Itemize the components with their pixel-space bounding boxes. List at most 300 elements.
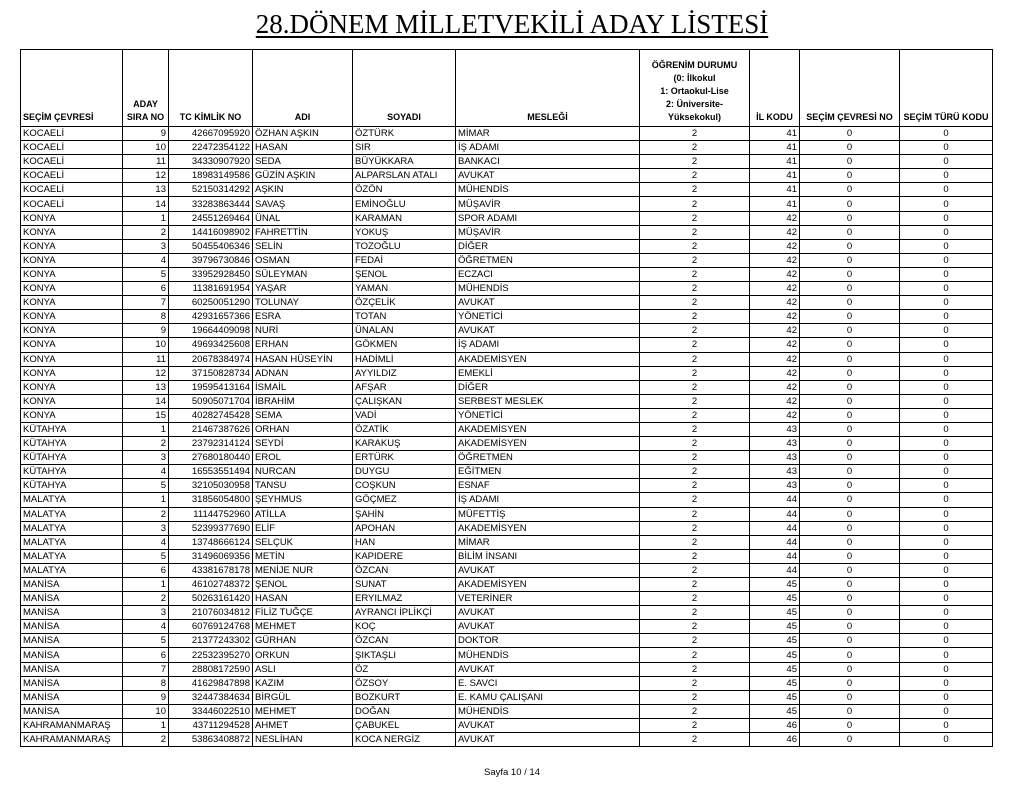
cell-adi: HASAN HÜSEYİN	[253, 352, 353, 366]
table-row	[21, 437, 993, 451]
cell-il-kodu: 45	[750, 578, 800, 592]
table-row	[21, 169, 993, 183]
cell-ogrenim-durumu: 2	[640, 535, 750, 549]
cell-soyadi: TOTAN	[353, 310, 456, 324]
cell-tc-kimlik-no: 16553551494	[169, 465, 253, 479]
cell-ogrenim-durumu: 2	[640, 253, 750, 267]
cell-il-kodu: 45	[750, 634, 800, 648]
cell-adi: HASAN	[253, 592, 353, 606]
cell-meslegi: AVUKAT	[456, 324, 640, 338]
cell-meslegi: MÜHENDİS	[456, 648, 640, 662]
cell-meslegi: MÜHENDİS	[456, 183, 640, 197]
col-header-aday-sira-no	[123, 50, 169, 127]
cell-meslegi: AVUKAT	[456, 662, 640, 676]
cell-secim-cevresi-no: 0	[800, 422, 900, 436]
table-row	[21, 606, 993, 620]
cell-tc-kimlik-no: 22532395270	[169, 648, 253, 662]
cell-meslegi: MÜHENDİS	[456, 704, 640, 718]
cell-secim-cevresi-no: 0	[800, 451, 900, 465]
cell-il-kodu: 44	[750, 563, 800, 577]
cell-meslegi: VETERİNER	[456, 592, 640, 606]
cell-soyadi: ALPARSLAN ATALI	[353, 169, 456, 183]
cell-ogrenim-durumu: 2	[640, 549, 750, 563]
cell-tc-kimlik-no: 13748666124	[169, 535, 253, 549]
table-row	[21, 592, 993, 606]
cell-meslegi: ESNAF	[456, 479, 640, 493]
cell-aday-sira-no: 3	[123, 606, 169, 620]
table-row	[21, 366, 993, 380]
cell-aday-sira-no: 12	[123, 366, 169, 380]
cell-secim-turu-kodu: 0	[900, 352, 993, 366]
cell-soyadi: ÖZCAN	[353, 563, 456, 577]
cell-secim-cevresi: KONYA	[21, 366, 123, 380]
cell-meslegi: AKADEMİSYEN	[456, 521, 640, 535]
cell-aday-sira-no: 5	[123, 549, 169, 563]
cell-soyadi: AFŞAR	[353, 380, 456, 394]
cell-secim-cevresi: KONYA	[21, 225, 123, 239]
cell-adi: ASLI	[253, 662, 353, 676]
cell-il-kodu: 42	[750, 366, 800, 380]
cell-aday-sira-no: 10	[123, 338, 169, 352]
cell-adi: EROL	[253, 451, 353, 465]
col-header-secim-cevresi-no: SEÇİM ÇEVRESİ NO	[800, 50, 900, 127]
cell-ogrenim-durumu: 2	[640, 296, 750, 310]
cell-adi: MEHMET	[253, 620, 353, 634]
cell-soyadi: DOĞAN	[353, 704, 456, 718]
cell-adi: FAHRETTİN	[253, 225, 353, 239]
cell-tc-kimlik-no: 39796730846	[169, 253, 253, 267]
table-row	[21, 676, 993, 690]
cell-adi: NURİ	[253, 324, 353, 338]
cell-secim-cevresi-no: 0	[800, 253, 900, 267]
cell-secim-turu-kodu: 0	[900, 422, 993, 436]
cell-secim-cevresi: KONYA	[21, 408, 123, 422]
cell-meslegi: EMEKLİ	[456, 366, 640, 380]
cell-secim-turu-kodu: 0	[900, 465, 993, 479]
cell-il-kodu: 41	[750, 197, 800, 211]
cell-meslegi: DİĞER	[456, 380, 640, 394]
cell-tc-kimlik-no: 34330907920	[169, 155, 253, 169]
cell-secim-turu-kodu: 0	[900, 155, 993, 169]
cell-soyadi: KARAMAN	[353, 211, 456, 225]
cell-meslegi: MÜŞAVİR	[456, 225, 640, 239]
table-row	[21, 239, 993, 253]
cell-adi: SÜLEYMAN	[253, 267, 353, 281]
cell-soyadi: TOZOĞLU	[353, 239, 456, 253]
cell-il-kodu: 45	[750, 704, 800, 718]
table-row	[21, 507, 993, 521]
cell-il-kodu: 42	[750, 296, 800, 310]
cell-secim-turu-kodu: 0	[900, 211, 993, 225]
cell-tc-kimlik-no: 11381691954	[169, 282, 253, 296]
cell-tc-kimlik-no: 23792314124	[169, 437, 253, 451]
cell-meslegi: AKADEMİSYEN	[456, 352, 640, 366]
cell-secim-cevresi-no: 0	[800, 465, 900, 479]
cell-tc-kimlik-no: 33446022510	[169, 704, 253, 718]
table-row	[21, 352, 993, 366]
table-row	[21, 394, 993, 408]
cell-soyadi: ERYILMAZ	[353, 592, 456, 606]
cell-secim-cevresi-no: 0	[800, 394, 900, 408]
table-row	[21, 493, 993, 507]
cell-tc-kimlik-no: 27680180440	[169, 451, 253, 465]
cell-adi: BİRGÜL	[253, 690, 353, 704]
cell-secim-cevresi-no: 0	[800, 507, 900, 521]
cell-secim-turu-kodu: 0	[900, 310, 993, 324]
cell-ogrenim-durumu: 2	[640, 437, 750, 451]
cell-secim-turu-kodu: 0	[900, 338, 993, 352]
cell-tc-kimlik-no: 43381678178	[169, 563, 253, 577]
cell-soyadi: GÖÇMEZ	[353, 493, 456, 507]
cell-aday-sira-no: 10	[123, 141, 169, 155]
cell-tc-kimlik-no: 31856054800	[169, 493, 253, 507]
cell-secim-cevresi-no: 0	[800, 225, 900, 239]
cell-meslegi: MÜŞAVİR	[456, 197, 640, 211]
cell-ogrenim-durumu: 2	[640, 718, 750, 732]
table-row	[21, 704, 993, 718]
cell-tc-kimlik-no: 50455406346	[169, 239, 253, 253]
cell-secim-cevresi-no: 0	[800, 141, 900, 155]
cell-soyadi: ÖZSOY	[353, 676, 456, 690]
cell-secim-cevresi: MALATYA	[21, 521, 123, 535]
cell-secim-cevresi-no: 0	[800, 704, 900, 718]
cell-adi: OSMAN	[253, 253, 353, 267]
cell-meslegi: ÖĞRETMEN	[456, 451, 640, 465]
cell-adi: TOLUNAY	[253, 296, 353, 310]
cell-meslegi: MİMAR	[456, 535, 640, 549]
cell-il-kodu: 43	[750, 437, 800, 451]
cell-secim-turu-kodu: 0	[900, 592, 993, 606]
cell-adi: KAZIM	[253, 676, 353, 690]
cell-meslegi: DİĞER	[456, 239, 640, 253]
table-row	[21, 422, 993, 436]
cell-secim-cevresi: MALATYA	[21, 507, 123, 521]
table-row	[21, 451, 993, 465]
cell-secim-turu-kodu: 0	[900, 366, 993, 380]
cell-secim-cevresi-no: 0	[800, 563, 900, 577]
cell-tc-kimlik-no: 52150314292	[169, 183, 253, 197]
cell-soyadi: YAMAN	[353, 282, 456, 296]
cell-secim-cevresi: KONYA	[21, 239, 123, 253]
cell-secim-cevresi: KONYA	[21, 352, 123, 366]
cell-tc-kimlik-no: 40282745428	[169, 408, 253, 422]
cell-il-kodu: 43	[750, 465, 800, 479]
cell-adi: YAŞAR	[253, 282, 353, 296]
cell-ogrenim-durumu: 2	[640, 338, 750, 352]
table-row	[21, 380, 993, 394]
cell-secim-turu-kodu: 0	[900, 690, 993, 704]
cell-adi: ŞEYHMUS	[253, 493, 353, 507]
cell-ogrenim-durumu: 2	[640, 282, 750, 296]
cell-tc-kimlik-no: 28808172590	[169, 662, 253, 676]
cell-secim-turu-kodu: 0	[900, 648, 993, 662]
cell-meslegi: AVUKAT	[456, 296, 640, 310]
cell-secim-cevresi: MALATYA	[21, 563, 123, 577]
table-row	[21, 183, 993, 197]
page-number: Sayfa 10 / 14	[484, 767, 540, 778]
cell-soyadi: YOKUŞ	[353, 225, 456, 239]
cell-adi: MEHMET	[253, 704, 353, 718]
cell-secim-cevresi-no: 0	[800, 493, 900, 507]
cell-ogrenim-durumu: 2	[640, 352, 750, 366]
cell-il-kodu: 46	[750, 718, 800, 732]
cell-soyadi: ERTÜRK	[353, 451, 456, 465]
cell-secim-cevresi: MALATYA	[21, 549, 123, 563]
cell-ogrenim-durumu: 2	[640, 267, 750, 281]
cell-secim-cevresi: KONYA	[21, 394, 123, 408]
cell-aday-sira-no: 2	[123, 592, 169, 606]
cell-adi: ESRA	[253, 310, 353, 324]
table-row	[21, 535, 993, 549]
cell-il-kodu: 41	[750, 127, 800, 141]
cell-tc-kimlik-no: 50905071704	[169, 394, 253, 408]
cell-adi: HASAN	[253, 141, 353, 155]
cell-soyadi: SUNAT	[353, 578, 456, 592]
cell-il-kodu: 44	[750, 535, 800, 549]
cell-soyadi: ÖZ	[353, 662, 456, 676]
cell-tc-kimlik-no: 42931657366	[169, 310, 253, 324]
cell-adi: METİN	[253, 549, 353, 563]
cell-tc-kimlik-no: 18983149586	[169, 169, 253, 183]
cell-secim-cevresi-no: 0	[800, 634, 900, 648]
cell-il-kodu: 43	[750, 451, 800, 465]
cell-tc-kimlik-no: 21467387626	[169, 422, 253, 436]
cell-secim-cevresi: KONYA	[21, 338, 123, 352]
cell-ogrenim-durumu: 2	[640, 380, 750, 394]
table-row	[21, 408, 993, 422]
cell-secim-turu-kodu: 0	[900, 197, 993, 211]
cell-soyadi: KAPIDERE	[353, 549, 456, 563]
cell-ogrenim-durumu: 2	[640, 676, 750, 690]
table-row	[21, 324, 993, 338]
cell-meslegi: DOKTOR	[456, 634, 640, 648]
cell-secim-cevresi-no: 0	[800, 718, 900, 732]
cell-soyadi: ŞIKTAŞLI	[353, 648, 456, 662]
cell-aday-sira-no: 12	[123, 169, 169, 183]
cell-il-kodu: 43	[750, 479, 800, 493]
cell-aday-sira-no: 2	[123, 225, 169, 239]
cell-tc-kimlik-no: 60769124768	[169, 620, 253, 634]
cell-ogrenim-durumu: 2	[640, 183, 750, 197]
cell-soyadi: ÖZATİK	[353, 422, 456, 436]
cell-secim-cevresi: KAHRAMANMARAŞ	[21, 733, 123, 747]
cell-secim-cevresi-no: 0	[800, 592, 900, 606]
col-header-meslegi: MESLEĞİ	[456, 50, 640, 127]
cell-secim-cevresi: KÜTAHYA	[21, 465, 123, 479]
cell-adi: ORHAN	[253, 422, 353, 436]
cell-aday-sira-no: 4	[123, 253, 169, 267]
cell-aday-sira-no: 15	[123, 408, 169, 422]
table-row	[21, 718, 993, 732]
cell-ogrenim-durumu: 2	[640, 563, 750, 577]
cell-aday-sira-no: 8	[123, 310, 169, 324]
cell-soyadi: ÖZCAN	[353, 634, 456, 648]
table-body	[21, 127, 993, 747]
cell-secim-cevresi: MANİSA	[21, 648, 123, 662]
cell-adi: İSMAİL	[253, 380, 353, 394]
cell-soyadi: BÜYÜKKARA	[353, 155, 456, 169]
cell-secim-turu-kodu: 0	[900, 253, 993, 267]
cell-meslegi: SPOR ADAMI	[456, 211, 640, 225]
cell-secim-cevresi-no: 0	[800, 733, 900, 747]
cell-adi: GÜRHAN	[253, 634, 353, 648]
cell-secim-turu-kodu: 0	[900, 620, 993, 634]
cell-ogrenim-durumu: 2	[640, 634, 750, 648]
cell-il-kodu: 44	[750, 493, 800, 507]
cell-adi: SEMA	[253, 408, 353, 422]
cell-aday-sira-no: 14	[123, 197, 169, 211]
cell-secim-turu-kodu: 0	[900, 733, 993, 747]
cell-tc-kimlik-no: 33952928450	[169, 267, 253, 281]
cell-il-kodu: 45	[750, 690, 800, 704]
cell-tc-kimlik-no: 32105030958	[169, 479, 253, 493]
cell-ogrenim-durumu: 2	[640, 239, 750, 253]
cell-secim-cevresi: MANİSA	[21, 606, 123, 620]
ogrenim-header-line-4: 2: Üniversite-	[665, 99, 724, 109]
cell-meslegi: ECZACI	[456, 267, 640, 281]
cell-soyadi: HAN	[353, 535, 456, 549]
cell-ogrenim-durumu: 2	[640, 465, 750, 479]
cell-il-kodu: 41	[750, 169, 800, 183]
cell-il-kodu: 44	[750, 549, 800, 563]
cell-meslegi: BANKACI	[456, 155, 640, 169]
cell-secim-turu-kodu: 0	[900, 662, 993, 676]
cell-adi: ELİF	[253, 521, 353, 535]
cell-il-kodu: 42	[750, 282, 800, 296]
cell-aday-sira-no: 1	[123, 718, 169, 732]
cell-secim-turu-kodu: 0	[900, 183, 993, 197]
cell-ogrenim-durumu: 2	[640, 422, 750, 436]
cell-secim-cevresi-no: 0	[800, 282, 900, 296]
cell-meslegi: İŞ ADAMI	[456, 493, 640, 507]
cell-soyadi: ÜNALAN	[353, 324, 456, 338]
cell-il-kodu: 44	[750, 507, 800, 521]
col-header-soyadi: SOYADI	[353, 50, 456, 127]
cell-tc-kimlik-no: 53863408872	[169, 733, 253, 747]
cell-secim-cevresi-no: 0	[800, 324, 900, 338]
cell-soyadi: KOCA NERGİZ	[353, 733, 456, 747]
cell-secim-turu-kodu: 0	[900, 282, 993, 296]
table-row	[21, 620, 993, 634]
cell-secim-cevresi-no: 0	[800, 267, 900, 281]
cell-secim-turu-kodu: 0	[900, 704, 993, 718]
cell-tc-kimlik-no: 21076034812	[169, 606, 253, 620]
cell-aday-sira-no: 8	[123, 676, 169, 690]
cell-secim-turu-kodu: 0	[900, 718, 993, 732]
cell-tc-kimlik-no: 20678384974	[169, 352, 253, 366]
cell-meslegi: İŞ ADAMI	[456, 338, 640, 352]
cell-ogrenim-durumu: 2	[640, 141, 750, 155]
cell-secim-cevresi-no: 0	[800, 578, 900, 592]
candidate-table	[20, 49, 993, 747]
ogrenim-header-line-1: ÖĞRENİM DURUMU	[651, 60, 738, 70]
cell-secim-turu-kodu: 0	[900, 549, 993, 563]
cell-ogrenim-durumu: 2	[640, 366, 750, 380]
cell-tc-kimlik-no: 19664409098	[169, 324, 253, 338]
cell-secim-cevresi-no: 0	[800, 690, 900, 704]
cell-meslegi: BİLİM İNSANI	[456, 549, 640, 563]
table-row	[21, 211, 993, 225]
cell-soyadi: ÖZÖN	[353, 183, 456, 197]
cell-secim-cevresi: KÜTAHYA	[21, 437, 123, 451]
cell-meslegi: SERBEST MESLEK	[456, 394, 640, 408]
table-row	[21, 549, 993, 563]
cell-tc-kimlik-no: 52399377690	[169, 521, 253, 535]
cell-adi: ŞENOL	[253, 578, 353, 592]
cell-adi: SEYDİ	[253, 437, 353, 451]
table-row	[21, 225, 993, 239]
cell-meslegi: AKADEMİSYEN	[456, 422, 640, 436]
cell-secim-cevresi-no: 0	[800, 338, 900, 352]
table-row	[21, 296, 993, 310]
cell-ogrenim-durumu: 2	[640, 155, 750, 169]
cell-tc-kimlik-no: 37150828734	[169, 366, 253, 380]
cell-secim-turu-kodu: 0	[900, 563, 993, 577]
cell-adi: İBRAHİM	[253, 394, 353, 408]
cell-tc-kimlik-no: 49693425608	[169, 338, 253, 352]
cell-aday-sira-no: 10	[123, 704, 169, 718]
cell-ogrenim-durumu: 2	[640, 408, 750, 422]
ogrenim-header-line-3: 1: Ortaokul-Lise	[660, 86, 729, 96]
cell-ogrenim-durumu: 2	[640, 578, 750, 592]
cell-adi: AHMET	[253, 718, 353, 732]
cell-secim-turu-kodu: 0	[900, 634, 993, 648]
col-header-secim-cevresi: SEÇİM ÇEVRESİ	[21, 50, 123, 127]
col-header-adi: ADI	[253, 50, 353, 127]
cell-il-kodu: 44	[750, 521, 800, 535]
cell-secim-cevresi-no: 0	[800, 211, 900, 225]
cell-secim-turu-kodu: 0	[900, 394, 993, 408]
cell-secim-cevresi-no: 0	[800, 408, 900, 422]
cell-il-kodu: 45	[750, 648, 800, 662]
cell-secim-cevresi: KONYA	[21, 211, 123, 225]
cell-secim-turu-kodu: 0	[900, 578, 993, 592]
table-row	[21, 733, 993, 747]
cell-ogrenim-durumu: 2	[640, 592, 750, 606]
cell-il-kodu: 42	[750, 310, 800, 324]
cell-tc-kimlik-no: 19595413164	[169, 380, 253, 394]
cell-meslegi: AVUKAT	[456, 606, 640, 620]
cell-secim-cevresi: MANİSA	[21, 578, 123, 592]
cell-secim-cevresi-no: 0	[800, 662, 900, 676]
cell-adi: ERHAN	[253, 338, 353, 352]
cell-adi: ORKUN	[253, 648, 353, 662]
table-row	[21, 253, 993, 267]
cell-il-kodu: 41	[750, 141, 800, 155]
cell-tc-kimlik-no: 50263161420	[169, 592, 253, 606]
cell-secim-turu-kodu: 0	[900, 437, 993, 451]
cell-secim-turu-kodu: 0	[900, 239, 993, 253]
cell-tc-kimlik-no: 43711294528	[169, 718, 253, 732]
table-header-row	[21, 50, 993, 127]
cell-secim-turu-kodu: 0	[900, 507, 993, 521]
cell-secim-cevresi-no: 0	[800, 366, 900, 380]
cell-meslegi: AVUKAT	[456, 718, 640, 732]
cell-secim-turu-kodu: 0	[900, 380, 993, 394]
cell-meslegi: EĞİTMEN	[456, 465, 640, 479]
cell-tc-kimlik-no: 11144752960	[169, 507, 253, 521]
cell-adi: ÖZHAN AŞKIN	[253, 127, 353, 141]
cell-secim-cevresi: KOCAELİ	[21, 141, 123, 155]
table-row	[21, 141, 993, 155]
cell-ogrenim-durumu: 2	[640, 648, 750, 662]
cell-aday-sira-no: 3	[123, 239, 169, 253]
cell-ogrenim-durumu: 2	[640, 225, 750, 239]
cell-adi: GÜZİN AŞKIN	[253, 169, 353, 183]
cell-aday-sira-no: 1	[123, 422, 169, 436]
cell-tc-kimlik-no: 21377243302	[169, 634, 253, 648]
cell-secim-cevresi-no: 0	[800, 479, 900, 493]
